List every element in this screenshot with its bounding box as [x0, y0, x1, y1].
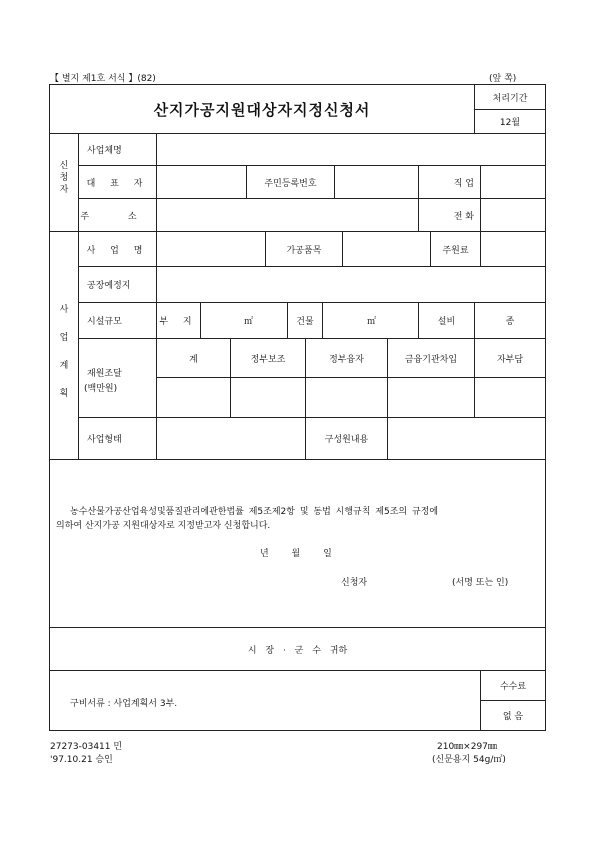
- address-label: 주 소: [80, 211, 155, 222]
- label-char: 청: [59, 173, 69, 183]
- business-type-label: 사업형태: [87, 435, 122, 445]
- form-border-right: [545, 84, 546, 731]
- factory-site-field[interactable]: [157, 267, 545, 302]
- members-label: 구성원내용: [324, 435, 369, 445]
- address-field[interactable]: [157, 199, 418, 231]
- unit-m2: ㎡: [366, 317, 376, 327]
- fee-label: 수수료: [499, 682, 527, 692]
- addressee: 시 장 · 군 수 귀하: [247, 645, 348, 656]
- processing-period-label: 처리기간: [492, 93, 528, 104]
- representative-label: 대 표 자: [86, 178, 149, 189]
- divider: [49, 459, 546, 460]
- phone-field[interactable]: [481, 199, 545, 231]
- paper-type: (신문용지 54g/㎡): [432, 755, 506, 765]
- business-name-label: 사업체명: [87, 146, 122, 156]
- business-type-field[interactable]: [157, 418, 305, 459]
- funding-col-bank-loan: 금융기관차입: [404, 354, 458, 365]
- form-title: 산지가공지원대상자지정신청서: [153, 100, 371, 119]
- form-code: 27273-03411 민: [50, 742, 123, 752]
- funding-unit: (백만원): [84, 384, 118, 394]
- plan-section-label: [50, 296, 78, 408]
- building-field[interactable]: [323, 303, 418, 338]
- land-field[interactable]: [201, 303, 287, 338]
- funding-col-self: 자부담: [496, 354, 524, 365]
- fee-value: 없 음: [502, 712, 524, 722]
- processed-items-field[interactable]: [343, 232, 430, 266]
- job-field[interactable]: [481, 166, 545, 198]
- signature-note: (서명 또는 인): [452, 578, 509, 588]
- form-border-bottom: [49, 730, 546, 731]
- funding-col-total: 계: [189, 354, 198, 365]
- label-char: 획: [59, 389, 69, 399]
- label-char: 계: [59, 361, 69, 371]
- building-label: 건물: [296, 317, 314, 327]
- project-name-field[interactable]: [157, 232, 265, 266]
- statement-line-1: 농수산물가공산업육성및품질관리에관한법률 제5조제2항 및 동법 시행규칙 제5조의 규정에: [70, 507, 439, 517]
- factory-site-label: 공장예정지: [87, 281, 131, 291]
- raw-material-field[interactable]: [481, 232, 545, 266]
- funding-self-field[interactable]: [475, 378, 545, 417]
- processing-period-value: 12월: [499, 118, 521, 128]
- label-char: 자: [59, 185, 69, 195]
- resident-no-label: 주민등록번호: [264, 178, 317, 189]
- applicant-signature-label: 신청자: [341, 578, 368, 588]
- funding-gov-loan-field[interactable]: [306, 378, 387, 417]
- project-name-label: 사 업 명: [86, 245, 149, 256]
- divider: [49, 670, 546, 671]
- funding-label: 재원조달: [87, 369, 122, 379]
- phone-label: 전 화: [453, 211, 474, 222]
- raw-material-label: 주원료: [442, 245, 469, 256]
- paper-size: 210㎜×297㎜: [437, 742, 497, 752]
- label-char: 신: [59, 161, 69, 171]
- label-char: 업: [59, 333, 69, 343]
- equipment-label: 설비: [437, 317, 456, 327]
- representative-field[interactable]: [157, 166, 246, 198]
- facility-scale-label: 시설규모: [87, 317, 122, 327]
- kind-unit: 종: [505, 317, 515, 327]
- label-char: 사: [59, 305, 69, 315]
- business-name-field[interactable]: [157, 134, 545, 165]
- page-side: (앞 쪽): [489, 74, 517, 84]
- funding-col-gov-subsidy: 정부보조: [250, 354, 286, 365]
- equipment-field[interactable]: [475, 303, 545, 338]
- funding-total-field[interactable]: [157, 378, 230, 417]
- job-label: 직 업: [453, 178, 474, 189]
- date-line: 년 월 일: [260, 549, 332, 559]
- resident-no-field[interactable]: [335, 166, 418, 198]
- approval-date: '97.10.21 승인: [50, 755, 113, 765]
- applicant-section-label: [50, 160, 78, 196]
- members-field[interactable]: [388, 418, 545, 459]
- unit-m2: ㎡: [243, 317, 253, 327]
- land-label: 부 지: [159, 317, 198, 327]
- funding-col-gov-loan: 정부융자: [329, 354, 364, 365]
- statement-line-2: 의하여 산지가공 지원대상자로 지정받고자 신청합니다.: [56, 521, 271, 531]
- form-id: 【 별지 제1호 서식 】(82): [50, 74, 156, 84]
- required-documents: 구비서류 : 사업계획서 3부.: [70, 699, 178, 709]
- funding-bank-loan-field[interactable]: [388, 378, 474, 417]
- processed-items-label: 가공품목: [286, 245, 322, 256]
- funding-gov-subsidy-field[interactable]: [231, 378, 305, 417]
